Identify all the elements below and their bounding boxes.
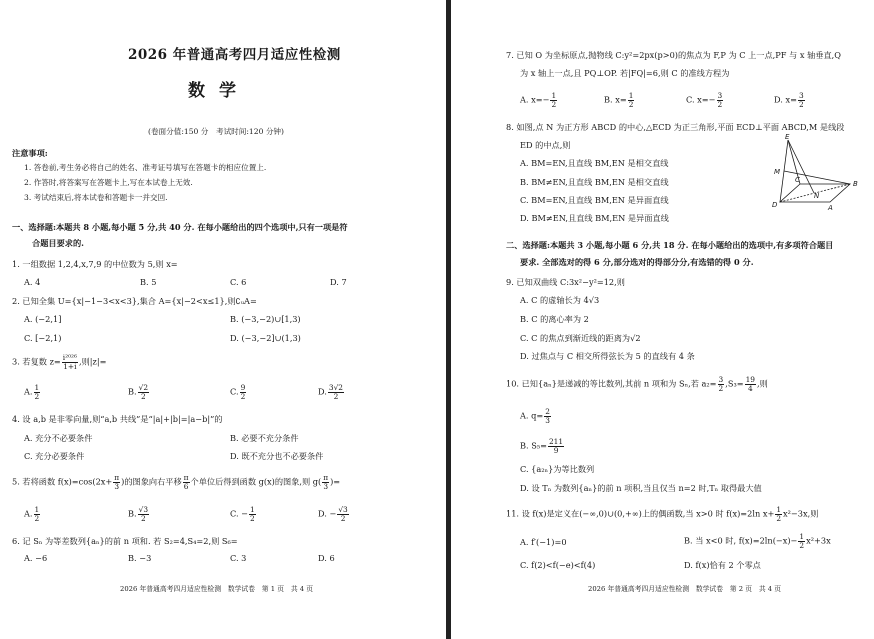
q5-option-c: C. − $\frac{1}{2}$ bbox=[230, 505, 255, 523]
q9-option-d: D. 过焦点与 C 相交所得弦长为 5 的直线有 4 条 bbox=[520, 351, 695, 361]
q4-option-a: A. 充分不必要条件 bbox=[24, 433, 93, 443]
geometry-figure bbox=[770, 134, 870, 214]
question-7-line2: 为 x 轴上一点,且 PQ⊥OP. 若|FQ|=6,则 C 的准线方程为 bbox=[520, 68, 730, 78]
label-a: A bbox=[828, 204, 833, 212]
q8-option-c: C. BM=EN,且直线 BM,EN 是异面直线 bbox=[520, 195, 669, 205]
label-b: B bbox=[853, 180, 858, 188]
q10-option-c: C. {a₂ₙ}为等比数列 bbox=[520, 464, 595, 474]
q8-option-d: D. BM≠EN,且直线 BM,EN 是异面直线 bbox=[520, 213, 669, 223]
question-10: 10. 已知{aₙ}是递减的等比数列,其前 n 项和为 Sₙ,若 a₂= $\frac{3}{2}$ ,S₃= $\frac{19}{4}$ ,则 bbox=[506, 375, 768, 393]
q3-option-b: B. $\frac{√2}{2}$ bbox=[128, 383, 149, 401]
label-m: M bbox=[774, 168, 781, 176]
question-9: 9. 已知双曲线 C:3x²−y²=12,则 bbox=[506, 277, 625, 287]
question-11: 11. 设 f(x)是定义在(−∞,0)∪(0,+∞)上的偶函数,当 x>0 时 f(x)=2ln x+ $\frac{1}{2}$ x²−3x,则 bbox=[506, 505, 819, 523]
section1-heading-line2: 合题目要求的. bbox=[32, 238, 84, 248]
note-2: 2. 作答时,将答案写在答题卡上,写在本试卷上无效. bbox=[24, 178, 193, 187]
q1-option-b: B. 5 bbox=[140, 277, 157, 287]
section2-heading-line2: 要求. 全部选对的得 6 分,部分选对的得部分分,有选错的得 0 分. bbox=[520, 257, 754, 267]
question-5: 5. 若将函数 f(x)=cos(2x+ $\frac{\pi}{3}$ )的图象向右平移 $\frac{\pi}{6}$ 个单位后得到函数 g(x)的图象,则 g( $\frac{\pi}{3}$ )= bbox=[12, 473, 341, 491]
q3-option-a: A. $\frac{1}{2}$ bbox=[24, 383, 40, 401]
q11-option-c: C. f(2)<f(−e)<f(4) bbox=[520, 560, 596, 570]
q6-option-a: A. −6 bbox=[24, 553, 48, 563]
q4-option-c: C. 充分必要条件 bbox=[24, 451, 85, 461]
q1-option-c: C. 6 bbox=[230, 277, 247, 287]
q11-option-a: A. f′(−1)=0 bbox=[520, 537, 567, 547]
q9-option-b: B. C 的离心率为 2 bbox=[520, 314, 589, 324]
subject-title: 数学 bbox=[188, 81, 250, 101]
question-8-line1: 8. 如图,点 N 为正方形 ABCD 的中心,△ECD 为正三角形,平面 ECD⊥平面 ABCD,M 是线段 bbox=[506, 122, 845, 132]
label-e: E bbox=[785, 134, 790, 141]
q3-fraction: $\frac{\text{i²⁰²⁶}}{1+i}$ bbox=[62, 353, 77, 371]
q2-option-c: C. [−2,1) bbox=[24, 333, 62, 343]
figure-segment-bm bbox=[784, 171, 850, 184]
q11-option-b: B. 当 x<0 时, f(x)=2ln(−x)− $\frac{1}{2}$ x²+3x bbox=[684, 532, 831, 550]
question-7-line1: 7. 已知 O 为坐标原点,抛物线 C:y²=2px(p>0)的焦点为 F,P 为 C 上一点,PF 与 x 轴垂直,Q bbox=[506, 50, 841, 60]
q4-option-b: B. 必要不充分条件 bbox=[230, 433, 299, 443]
q10-option-b: B. S₅= $\frac{211}{9}$ bbox=[520, 437, 564, 455]
q6-option-c: C. 3 bbox=[230, 553, 247, 563]
q2-option-d: D. (−3,−2]∪(1,3) bbox=[230, 333, 301, 343]
exam-page-1 bbox=[0, 0, 436, 639]
q10-option-a: A. q= $\frac{2}{3}$ bbox=[520, 407, 550, 425]
page-footer-1: 2026 年普通高考四月适应性检测 数学试卷 第 1 页 共 4 页 bbox=[120, 585, 314, 593]
q3-option-c: C. $\frac{9}{2}$ bbox=[230, 383, 246, 401]
exam-page-2 bbox=[458, 0, 874, 639]
question-8-line2: ED 的中点,则 bbox=[520, 140, 571, 150]
label-n: N bbox=[814, 192, 820, 200]
exam-meta: (卷面分值:150 分 考试时间:120 分钟) bbox=[148, 127, 284, 136]
label-c: C bbox=[795, 176, 800, 184]
question-6: 6. 记 Sₙ 为等差数列{aₙ}的前 n 项和. 若 S₂=4,S₄=2,则 S₆= bbox=[12, 536, 238, 546]
note-1: 1. 答卷前,考生务必将自己的姓名、准考证号填写在答题卡的相应位置上. bbox=[24, 163, 267, 172]
q4-option-d: D. 既不充分也不必要条件 bbox=[230, 451, 324, 461]
q7-option-c: C. x=− $\frac{3}{2}$ bbox=[686, 91, 723, 109]
label-d: D bbox=[772, 201, 778, 209]
q6-option-b: B. −3 bbox=[128, 553, 152, 563]
q9-option-a: A. C 的虚轴长为 4√3 bbox=[520, 295, 600, 305]
q6-option-d: D. 6 bbox=[318, 553, 335, 563]
q2-option-a: A. (−2,1] bbox=[24, 314, 62, 324]
q7-option-a: A. x=− $\frac{1}{2}$ bbox=[520, 91, 557, 109]
q9-option-c: C. C 的焦点到渐近线的距离为√2 bbox=[520, 333, 641, 343]
q7-option-d: D. x= $\frac{3}{2}$ bbox=[774, 91, 804, 109]
question-1: 1. 一组数据 1,2,4,x,7,9 的中位数为 5,则 x= bbox=[12, 259, 178, 269]
page-footer-2: 2026 年普通高考四月适应性检测 数学试卷 第 2 页 共 4 页 bbox=[588, 585, 782, 593]
page-divider bbox=[446, 0, 451, 639]
q1-option-d: D. 7 bbox=[330, 277, 347, 287]
notes-heading: 注意事项: bbox=[12, 148, 48, 158]
q8-option-b: B. BM≠EN,且直线 BM,EN 是相交直线 bbox=[520, 177, 669, 187]
question-4: 4. 设 a,b 是非零向量,则“a,b 共线”是“|a|+|b|=|a−b|”的 bbox=[12, 414, 223, 424]
q10-option-d: D. 设 Tₙ 为数列{aₙ}的前 n 项积,当且仅当 n=2 时,Tₙ 取得最大值 bbox=[520, 483, 762, 493]
q2-option-b: B. (−3,−2)∪[1,3) bbox=[230, 314, 301, 324]
q8-option-a: A. BM=EN,且直线 BM,EN 是相交直线 bbox=[520, 158, 669, 168]
question-2: 2. 已知全集 U={x|−1−3<x<3},集合 A={x|−2<x≤1},则∁ᵤA= bbox=[12, 296, 257, 306]
q5-option-a: A. $\frac{1}{2}$ bbox=[24, 505, 40, 523]
q5-option-b: B. $\frac{√3}{2}$ bbox=[128, 505, 149, 523]
exam-title: 2026 年普通高考四月适应性检测 bbox=[128, 47, 341, 63]
section2-heading-line1: 二、选择题:本题共 3 小题,每小题 6 分,共 18 分. 在每小题给出的选项中,有多项符合题目 bbox=[506, 240, 834, 250]
q11-option-d: D. f(x)恰有 2 个零点 bbox=[684, 560, 761, 570]
q5-option-d: D. − $\frac{√3}{2}$ bbox=[318, 505, 348, 523]
q7-option-b: B. x= $\frac{1}{2}$ bbox=[604, 91, 634, 109]
question-3: 3. 若复数 z= $\frac{\text{i²⁰²⁶}}{1+i}$ ,则|z|= bbox=[12, 353, 107, 371]
section1-heading-line1: 一、选择题:本题共 8 小题,每小题 5 分,共 40 分. 在每小题给出的四个选项中,只有一项是符 bbox=[12, 222, 348, 232]
q3-option-d: D. $\frac{3√2}{2}$ bbox=[318, 383, 343, 401]
note-3: 3. 考试结束后,将本试卷和答题卡一并交回. bbox=[24, 193, 168, 202]
figure-segment-en bbox=[788, 140, 814, 193]
q1-option-a: A. 4 bbox=[24, 277, 41, 287]
